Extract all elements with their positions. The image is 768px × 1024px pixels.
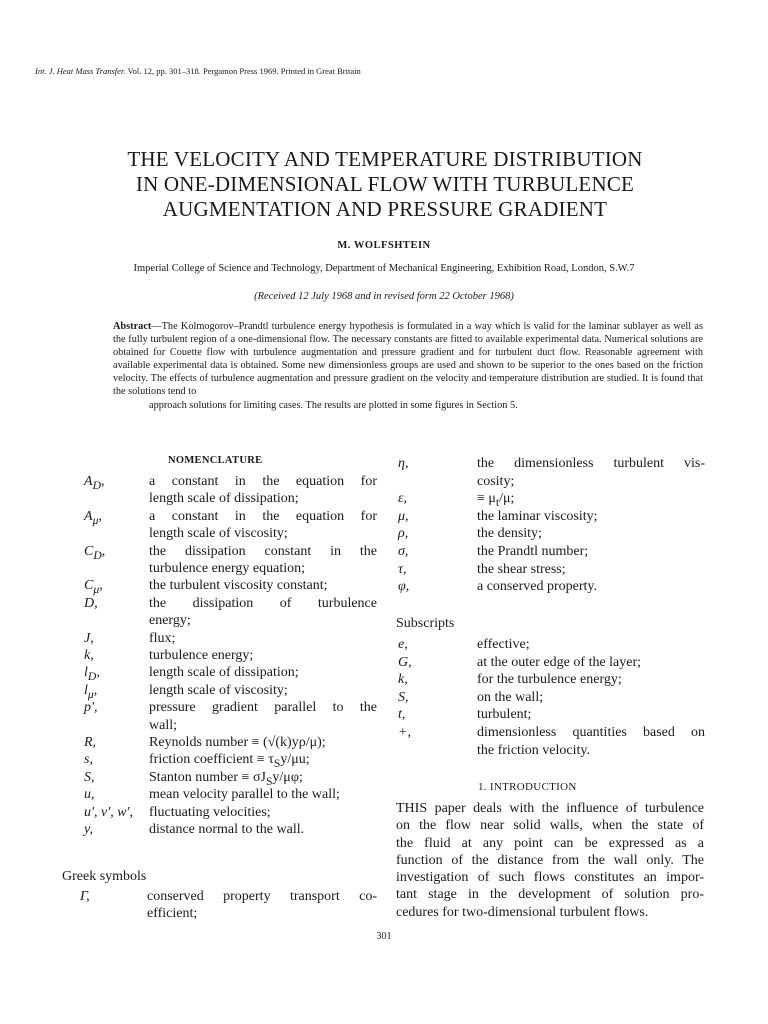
subscripts-heading: Subscripts xyxy=(396,616,455,631)
nomenclature-definition: friction coefficient ≡ $\tau_Sy/\mu u$; xyxy=(149,752,310,771)
nomenclature-definition: a constant in the equation for xyxy=(149,474,377,489)
nomenclature-definition: length scale of dissipation; xyxy=(149,491,299,507)
nomenclature-symbol: μ, xyxy=(398,508,409,524)
nomenclature-symbol: $C_\mu$, xyxy=(84,578,103,597)
nomenclature-definition: dimensionless quantities based on xyxy=(477,725,705,740)
nomenclature-symbol: φ, xyxy=(398,579,410,595)
journal-details: Vol. 12, pp. 301–318. Pergamon Press 1969. Printed in Great Britain xyxy=(127,66,361,76)
affiliation: Imperial College of Science and Technology, Department of Mechanical Engineering, Exhibition Road, London, S.W.7 xyxy=(133,263,635,274)
nomenclature-definition: the dimensionless turbulent vis- xyxy=(477,456,705,471)
nomenclature-definition: the density; xyxy=(477,526,542,542)
nomenclature-symbol: k, xyxy=(84,648,94,663)
introduction-line: THIS paper deals with the influence of turbulence xyxy=(396,801,704,816)
nomenclature-definition: Reynolds number ≡ (√(k)yρ/μ); xyxy=(149,735,326,750)
introduction-line: function of the distance from the wall only. The xyxy=(396,852,704,868)
section-heading-introduction: 1. INTRODUCTION xyxy=(478,781,577,793)
nomenclature-symbol: S, xyxy=(84,769,95,785)
abstract-text: —The Kolmogorov–Prandtl turbulence energy hypothesis is formulated in a way which is valid for the laminar sublayer as well as the fully turbulent region of a one-dimensional flow. The necessary constants are fitted to available experimental data. Numerical solutions are obtained for Couette flow with turbulence augmentation and pressure gradient and for turbulent duct flow. Reasonable agreement with available experimental data is obtained. Some new dimensionless groups are used and shown to be superior to the ones based on the friction velocity. The effects of turbulence augmentation and pressure gradient on the velocity and temperature distribution are studied. It is found that the solutions tend to xyxy=(113,321,703,398)
nomenclature-symbol: Γ, xyxy=(80,889,90,904)
nomenclature-symbol: $A_\mu$, xyxy=(84,508,102,527)
nomenclature-definition: turbulent; xyxy=(477,707,532,723)
nomenclature-definition: flux; xyxy=(149,630,176,646)
nomenclature-definition: fluctuating velocities; xyxy=(149,804,271,820)
introduction-text xyxy=(396,800,704,921)
nomenclature-symbol: $C_D$, xyxy=(84,543,106,562)
nomenclature-symbol: G, xyxy=(398,654,412,670)
nomenclature-symbol: u, xyxy=(84,787,95,803)
nomenclature-definition: mean velocity parallel to the wall; xyxy=(149,787,340,803)
introduction-line: tant stage in the development of solution pro- xyxy=(396,887,704,903)
abstract-label: Abstract xyxy=(113,321,152,332)
nomenclature-definition: ≡ $\mu_t/\mu$; xyxy=(477,491,515,509)
nomenclature-symbol: y, xyxy=(84,822,93,837)
abstract xyxy=(113,320,703,412)
title-line: IN ONE-DIMENSIONAL FLOW WITH TURBULENCE xyxy=(135,172,635,196)
nomenclature-definition: length scale of viscosity; xyxy=(149,526,288,542)
nomenclature-symbol: J, xyxy=(84,630,94,646)
page-number: 301 xyxy=(376,931,392,942)
nomenclature-definition: the friction velocity. xyxy=(477,742,590,758)
nomenclature-symbol: S, xyxy=(398,689,409,705)
nomenclature-symbol: +, xyxy=(398,725,411,740)
journal-name: Int. J. Heat Mass Transfer. xyxy=(35,66,126,76)
nomenclature-definition: the dissipation of turbulence xyxy=(149,595,377,611)
nomenclature-heading: NOMENCLATURE xyxy=(168,455,263,466)
received-dates: (Received 12 July 1968 and in revised form 22 October 1968) xyxy=(254,291,514,302)
nomenclature-definition: the turbulent viscosity constant; xyxy=(149,578,328,594)
nomenclature-symbol: $l_D$, xyxy=(84,665,100,684)
nomenclature-symbol: ρ, xyxy=(398,526,409,542)
nomenclature-definition: on the wall; xyxy=(477,689,544,705)
nomenclature-definition: length scale of dissipation; xyxy=(149,665,299,681)
nomenclature-symbol: τ, xyxy=(398,561,407,577)
nomenclature-symbol: k, xyxy=(398,672,408,688)
nomenclature-definition: pressure gradient parallel to the xyxy=(149,700,377,716)
nomenclature-definition: cosity; xyxy=(477,473,515,489)
abstract-last-line: approach solutions for limiting cases. The results are plotted in some figures in Section 5. xyxy=(149,399,518,411)
nomenclature-definition: the dissipation constant in the xyxy=(149,543,377,559)
nomenclature-definition: conserved property transport co- xyxy=(147,889,377,904)
nomenclature-definition: turbulence energy equation; xyxy=(149,561,306,576)
nomenclature-symbol: $l_\mu$, xyxy=(84,682,98,701)
introduction-line: the fluid at any point can be expressed as a xyxy=(396,835,704,851)
nomenclature-symbol: u', v', w', xyxy=(84,804,134,820)
nomenclature-symbol: p', xyxy=(84,700,98,716)
introduction-line: on the flow near solid walls, when the state of xyxy=(396,818,704,834)
nomenclature-symbol: $A_D$, xyxy=(84,474,105,492)
nomenclature-definition: the laminar viscosity; xyxy=(477,508,598,524)
nomenclature-definition: a conserved property. xyxy=(477,579,597,595)
nomenclature-definition: the Prandtl number; xyxy=(477,544,589,559)
nomenclature-symbol: η, xyxy=(398,456,409,471)
nomenclature-definition: Stanton number ≡ $\sigma J_Sy/\mu\varphi$; xyxy=(149,769,303,788)
nomenclature-definition: energy; xyxy=(149,613,191,629)
nomenclature-definition: distance normal to the wall. xyxy=(149,822,305,837)
author: M. WOLFSHTEIN xyxy=(337,240,431,251)
title-line: AUGMENTATION AND PRESSURE GRADIENT xyxy=(162,197,608,221)
nomenclature-symbol: s, xyxy=(84,752,93,768)
nomenclature-definition: at the outer edge of the layer; xyxy=(477,654,642,670)
nomenclature-definition: length scale of viscosity; xyxy=(149,682,288,698)
introduction-line: cedures for two-dimensional turbulent flows. xyxy=(396,904,649,920)
nomenclature-definition: for the turbulence energy; xyxy=(477,672,622,688)
nomenclature-definition: turbulence energy; xyxy=(149,648,254,663)
nomenclature-symbol: D, xyxy=(84,595,98,611)
nomenclature-symbol: σ, xyxy=(398,544,409,559)
nomenclature-definition: the shear stress; xyxy=(477,561,566,577)
nomenclature-symbol: t, xyxy=(398,707,406,723)
nomenclature-definition: wall; xyxy=(149,717,177,733)
nomenclature-symbol: e, xyxy=(398,637,408,652)
nomenclature-symbol: R, xyxy=(84,735,97,750)
nomenclature-definition: efficient; xyxy=(147,906,198,922)
nomenclature-definition: effective; xyxy=(477,637,530,652)
nomenclature-definition: a constant in the equation for xyxy=(149,508,377,524)
title-line: THE VELOCITY AND TEMPERATURE DISTRIBUTION xyxy=(127,147,643,171)
paper-title xyxy=(40,147,730,222)
greek-symbols-heading: Greek symbols xyxy=(62,869,147,884)
introduction-line: investigation of such flows constitutes an impor- xyxy=(396,870,704,886)
nomenclature-symbol: ε, xyxy=(398,491,408,507)
journal-citation xyxy=(35,66,361,76)
